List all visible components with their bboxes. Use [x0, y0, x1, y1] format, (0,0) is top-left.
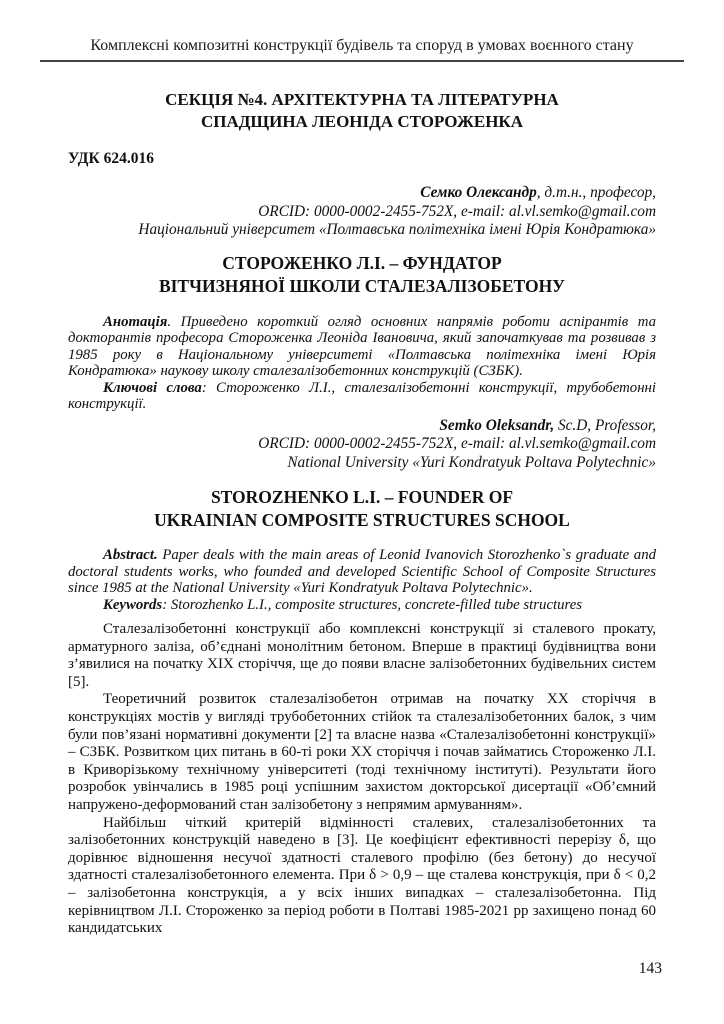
article-title-en	[68, 486, 656, 532]
abstract-uk	[68, 314, 656, 413]
author-en-degree: Sc.D, Professor,	[554, 416, 656, 434]
abstract-en-label: Abstract.	[103, 547, 158, 563]
author-uk-degree: , д.т.н., професор,	[536, 184, 656, 201]
author-en-affiliation: National University «Yuri Kondratyuk Poltava Polytechnic»	[287, 453, 656, 471]
author-block-uk	[68, 184, 656, 240]
author-uk-orcid-line: ORCID: 0000-0002-2455-752X, e-mail: al.vl.semko@gmail.com	[258, 202, 656, 220]
page-number: 143	[638, 960, 662, 977]
section-heading-line2: СПАДЩИНА ЛЕОНІДА СТОРОЖЕНКА	[200, 112, 524, 131]
author-uk-name-line	[68, 184, 656, 203]
author-block-en	[68, 417, 656, 473]
keywords-en-label: Keywords	[103, 596, 163, 613]
body-paragraph-1: Сталезалізобетонні конструкції або комплексні конструкції зі сталевого прокату, арматурного заліза, об’єднані монолітним бетоном. Вперше в практиці будівництва вони з’явилися на початку XIX сторіччя, ще до появи власне залізобетонних будівельних систем [5].	[68, 621, 656, 690]
body-paragraph-3: Найбільш чіткий критерій відмінності сталевих, сталезалізобетонних та залізобетонних конструкцій наведено в [3]. Це коефіцієнт ефективності перерізу δ, що дорівнює відношення несучої здатності сталевого профілю (без бетону) до несучої здатності сталезалізобетонного елемента. При δ > 0,9 – ще сталева конструкція, при δ < 0,2 – залізобетонна конструкція, а у всіх інших випадках – сталезалізобетонна. Під керівництвом Л.І. Стороженко за період роботи в Полтаві 1985-2021 рр захищено понад 60 кандидатських	[68, 814, 656, 937]
abstract-uk-label: Анотація	[103, 313, 168, 330]
article-title-uk-line2: ВІТЧИЗНЯНОЇ ШКОЛИ СТАЛЕЗАЛІЗОБЕТОНУ	[158, 275, 566, 296]
keywords-uk-label: Ключові слова	[103, 379, 202, 396]
running-header: Комплексні композитні конструкції будівель та споруд в умовах воєнного стану	[40, 0, 684, 62]
article-title-uk-line1: СТОРОЖЕНКО Л.І. – ФУНДАТОР	[222, 252, 502, 273]
author-uk-name: Семко Олександр	[420, 184, 537, 201]
keywords-uk-text: : Стороженко Л.І., сталезалізобетонні конструкції, трубобетонні конструкції.	[68, 379, 656, 412]
section-heading-line1: СЕКЦІЯ №4. АРХІТЕКТУРНА ТА ЛІТЕРАТУРНА	[165, 90, 559, 109]
author-en-name: Semko Oleksandr,	[439, 416, 555, 434]
author-en-orcid-line: ORCID: 0000-0002-2455-752X, e-mail: al.vl.semko@gmail.com	[258, 435, 656, 452]
udc-code: УДК 624.016	[68, 150, 154, 167]
abstract-uk-paragraph	[68, 314, 656, 380]
article-title-en-line1: STOROZHENKO L.I. – FOUNDER OF	[210, 487, 514, 507]
article-title-en-line2: UKRAINIAN COMPOSITE STRUCTURES SCHOOL	[154, 510, 570, 530]
article-body	[68, 621, 656, 938]
abstract-en-text: Paper deals with the main areas of Leonid Ivanovich Storozhenko`s graduate and doctoral students works, who founded and developed Scientific School of Composite Structures since 1985 at the National University «Yuri Kondratyuk Poltava Polytechnic».	[68, 547, 656, 596]
abstract-en-paragraph	[68, 547, 656, 597]
section-heading	[68, 89, 656, 133]
page-content	[68, 89, 656, 938]
article-title-uk	[68, 252, 656, 298]
body-paragraph-2: Теоретичний розвиток сталезалізобетон отримав на початку XX сторіччя в конструкціях мостів у вигляді трубобетонних стійок та сталезалізобетонних балок, з чим були пов’язані нормативні документи [2] та власне назва «Сталезалізобетонні конструкції» – СЗБК. Розвитком цих питань в 60-ті роки XX сторіччя і почав займатись Стороженко Л.І. в Криворізькому технічному університеті (тоді технічному інституті). Результати його розробок увінчались в 1985 році успішним захистом докторської дисертації «Об’ємний напружено-деформований стан залізобетону з непрямим армуванням».	[68, 691, 656, 813]
author-en-name-line	[68, 417, 656, 436]
keywords-uk-paragraph	[68, 380, 656, 413]
keywords-en-text: : Storozhenko L.I., composite structures, concrete-filled tube structures	[162, 596, 583, 613]
abstract-en	[68, 547, 656, 613]
abstract-uk-text: . Приведено короткий огляд основних напрямів роботи аспірантів та докторантів професора Стороженка Леоніда Івановича, який започаткував та розвивав з 1985 року в Національному університеті «Полтавська політехніка імені Юрія Кондратюка» наукову школу сталезалізобетонних конструкцій (СЗБК).	[68, 313, 656, 379]
author-uk-affiliation: Національний університет «Полтавська політехніка імені Юрія Кондратюка»	[138, 221, 656, 238]
keywords-en-paragraph	[68, 597, 656, 614]
